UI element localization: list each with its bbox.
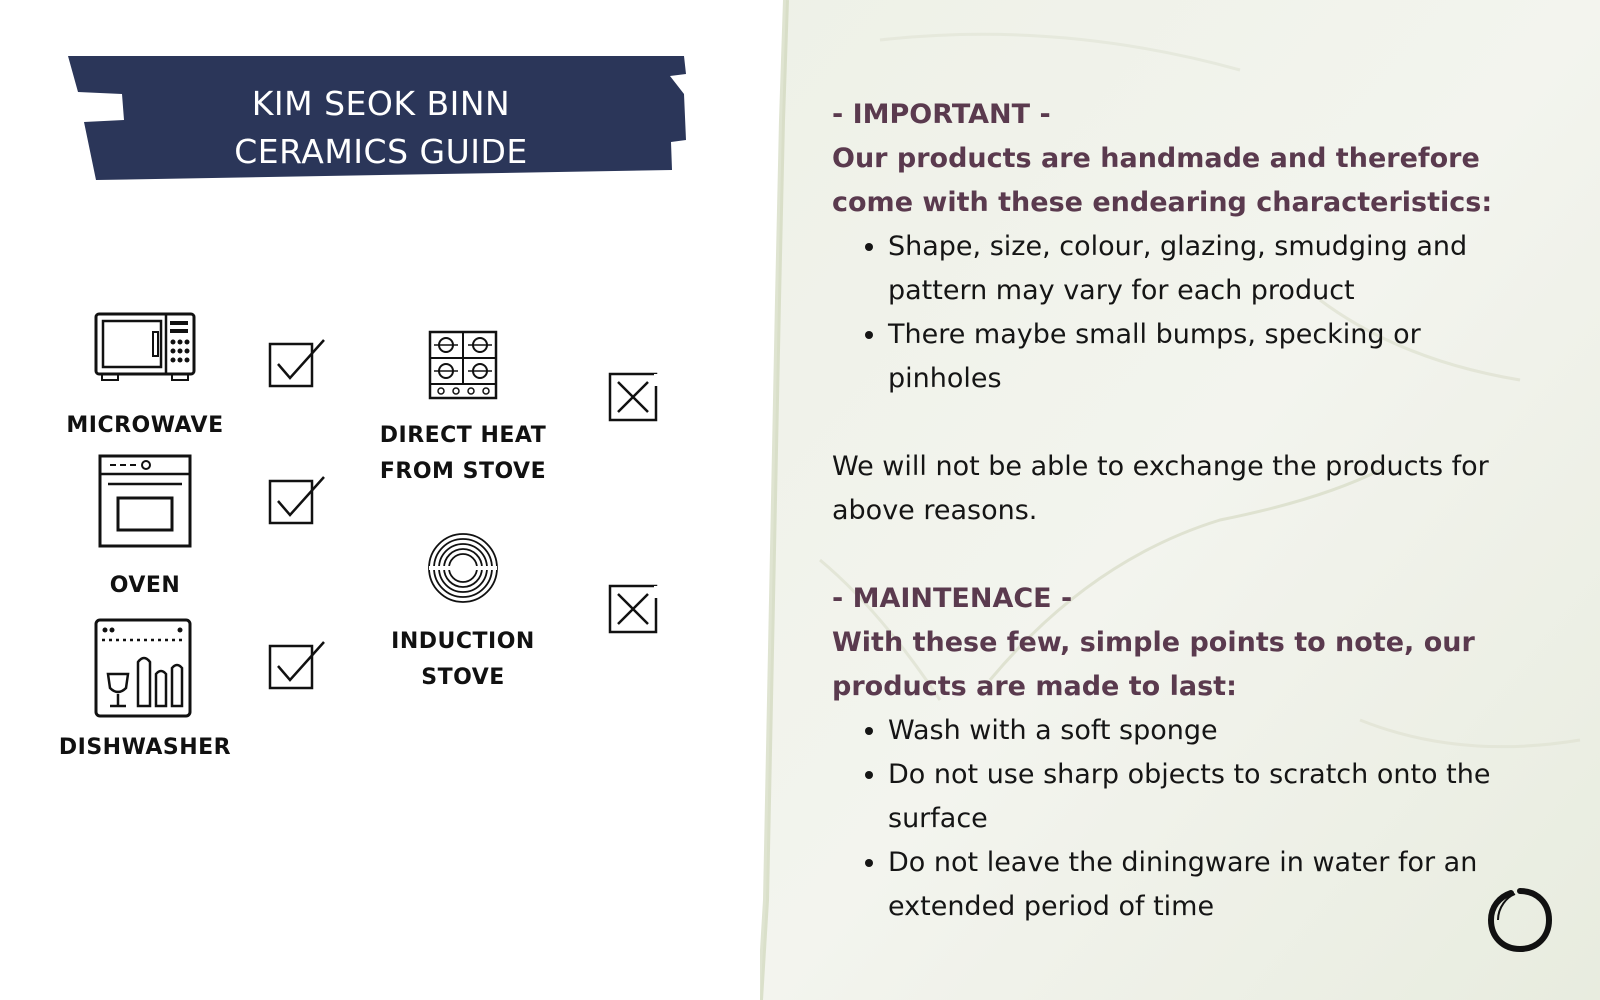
left-panel bbox=[0, 0, 770, 1000]
oven-label: OVEN bbox=[109, 573, 181, 598]
dishwasher-icon bbox=[94, 618, 194, 720]
checkbox-microwave-checked bbox=[268, 338, 328, 388]
maintenance-heading: - MAINTENACE - bbox=[832, 583, 1073, 614]
important-intro: Our products are handmade and therefore come with these endearing characteristics: bbox=[832, 143, 1493, 218]
dishwasher-label: DISHWASHER bbox=[58, 735, 232, 760]
maintenance-list bbox=[832, 709, 1532, 929]
text-content bbox=[832, 93, 1532, 929]
banner-title-line2: CERAMICS GUIDE bbox=[234, 132, 528, 171]
checkbox-direct-heat-crossed bbox=[608, 372, 660, 424]
direct-heat-label-line2: FROM STOVE bbox=[379, 459, 547, 484]
direct-heat-label bbox=[358, 418, 568, 490]
exchange-note: We will not be able to exchange the products for above reasons. bbox=[832, 451, 1489, 526]
banner-title-line1: KIM SEOK BINN bbox=[251, 84, 511, 123]
checkbox-oven-checked bbox=[268, 475, 328, 525]
important-list bbox=[832, 225, 1532, 401]
induction-label-line1: INDUCTION bbox=[391, 629, 535, 654]
title-banner bbox=[66, 54, 706, 184]
list-item: • Do not leave the diningware in water for an extended period of time bbox=[888, 841, 1532, 929]
list-item: • Wash with a soft sponge bbox=[888, 709, 1532, 753]
induction-icon bbox=[427, 532, 499, 604]
list-item: • Do not use sharp objects to scratch onto the surface bbox=[888, 753, 1532, 841]
maintenance-intro: With these few, simple points to note, our products are made to last: bbox=[832, 627, 1475, 702]
enso-logo bbox=[1485, 885, 1555, 955]
oven-icon bbox=[98, 454, 194, 550]
induction-label-line2: STOVE bbox=[421, 665, 505, 690]
gas-stove-icon bbox=[428, 330, 498, 400]
microwave-label: MICROWAVE bbox=[66, 413, 224, 438]
induction-label bbox=[358, 624, 568, 696]
microwave-icon bbox=[94, 312, 196, 382]
list-item: • Shape, size, colour, glazing, smudging and pattern may vary for each product bbox=[888, 225, 1532, 313]
important-heading: - IMPORTANT - bbox=[832, 99, 1051, 130]
banner-title bbox=[66, 80, 696, 176]
checkbox-dishwasher-checked bbox=[268, 640, 328, 690]
list-item: • There maybe small bumps, specking or pinholes bbox=[888, 313, 1532, 401]
direct-heat-label-line1: DIRECT HEAT bbox=[379, 423, 547, 448]
checkbox-induction-crossed bbox=[608, 584, 660, 636]
